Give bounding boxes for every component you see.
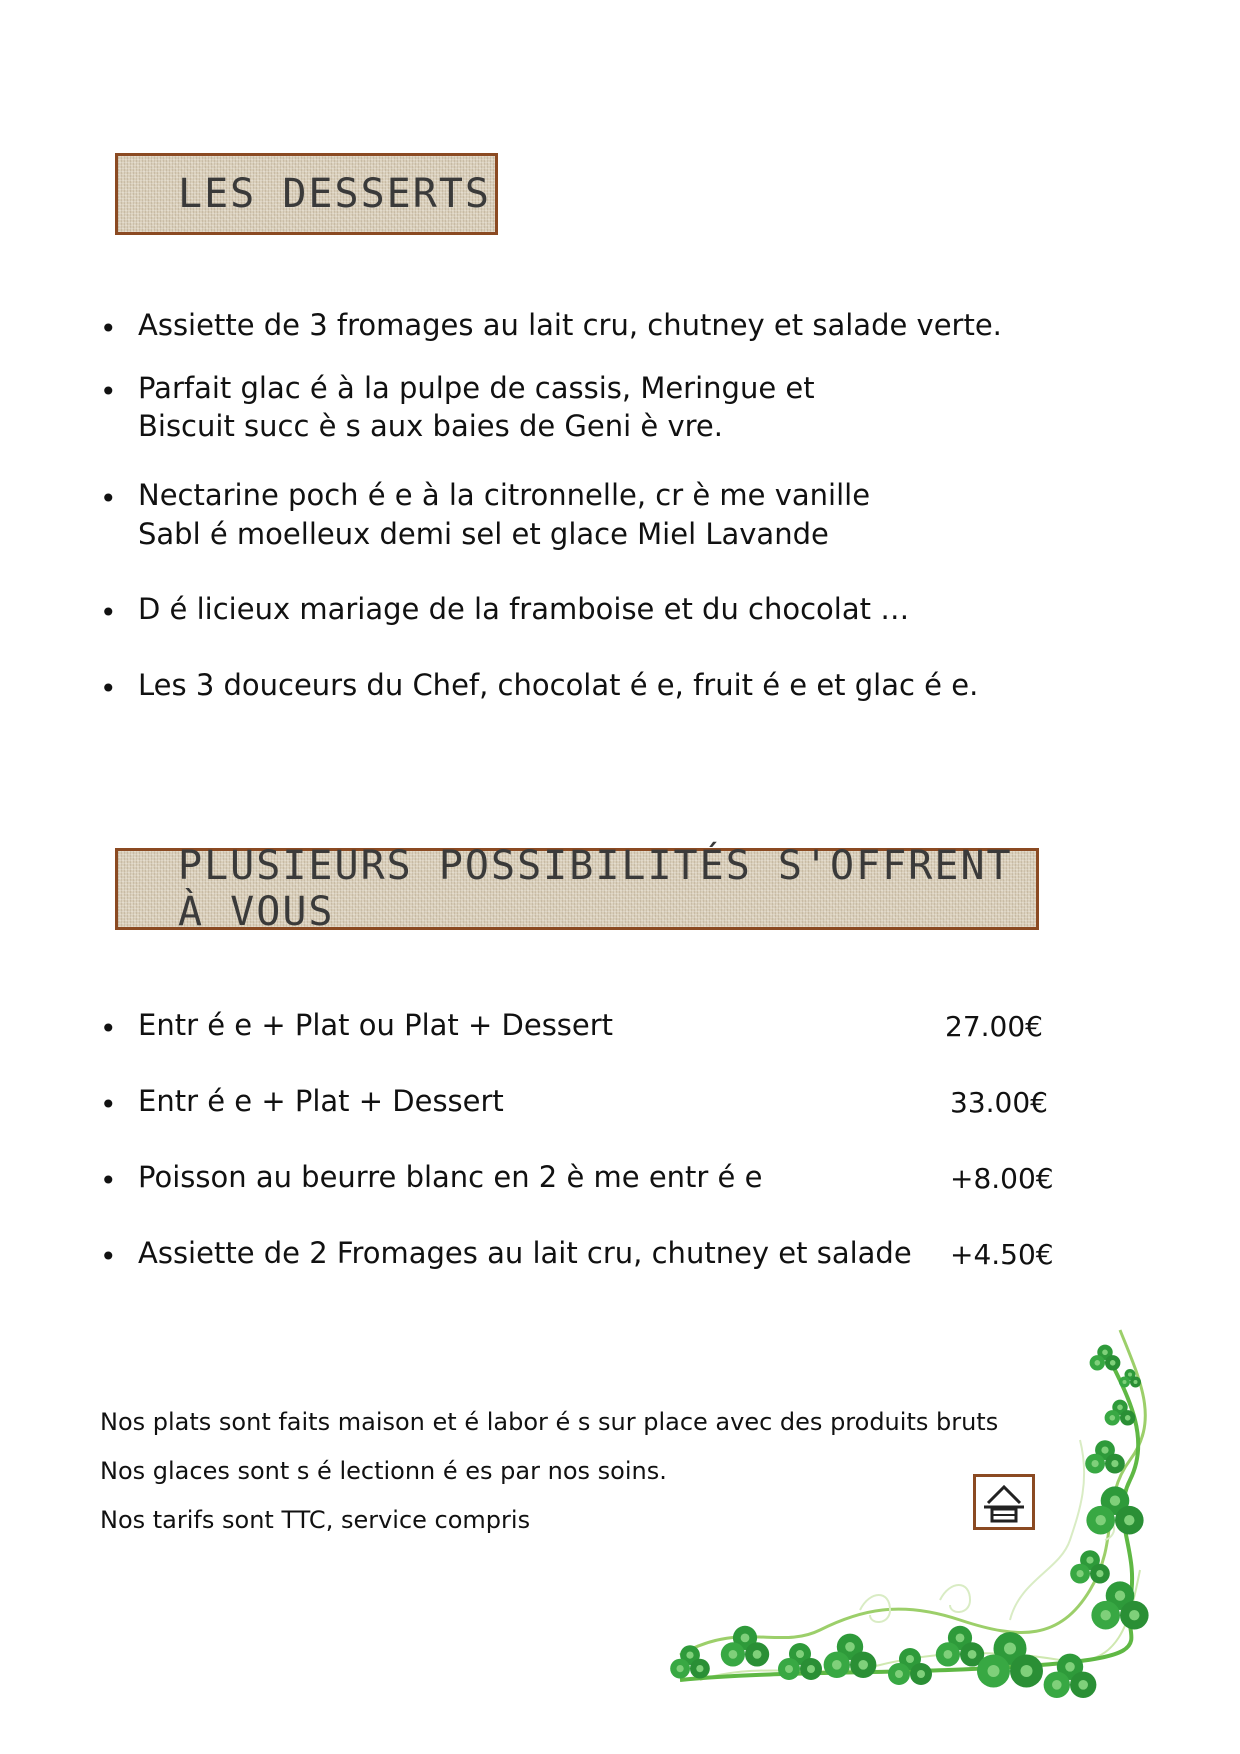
note-ice-cream: Nos glaces sont s é lectionn é es par nos soins. [100, 1457, 667, 1485]
dessert-item-4: D é licieux mariage de la framboise et du chocolat … [138, 592, 910, 626]
formulas-title-text: PLUSIEURS POSSIBILITÉS S'OFFRENT À VOUS [178, 843, 1013, 935]
dessert-item-5: Les 3 douceurs du Chef, chocolat é e, fruit é e et glac é e. [138, 668, 979, 702]
formula-label-2: Entr é e + Plat + Dessert [138, 1084, 504, 1118]
bullet: • [100, 482, 117, 515]
bullet: • [100, 1012, 117, 1045]
formula-label-3: Poisson au beurre blanc en 2 è me entr é e [138, 1160, 763, 1194]
dessert-item-2-line-2: Biscuit succ è s aux baies de Geni è vre. [138, 409, 723, 443]
dessert-item-1: Assiette de 3 fromages au lait cru, chutney et salade verte. [138, 308, 1002, 342]
formula-price-3: +8.00€ [950, 1162, 1054, 1195]
desserts-title-text: LES DESSERTS [178, 171, 491, 217]
formula-label-1: Entr é e + Plat ou Plat + Dessert [138, 1008, 614, 1042]
note-prices: Nos tarifs sont TTC, service compris [100, 1506, 531, 1534]
desserts-section-title [115, 153, 498, 235]
bullet: • [100, 596, 117, 629]
bullet: • [100, 1240, 117, 1273]
bullet: • [100, 1164, 117, 1197]
dessert-item-2-line-1: Parfait glac é à la pulpe de cassis, Meringue et [138, 371, 815, 405]
bullet: • [100, 1088, 117, 1121]
bullet: • [100, 375, 117, 408]
dessert-item-3-line-2: Sabl é moelleux demi sel et glace Miel Lavande [138, 517, 829, 551]
shamrock-vine-icon [660, 1320, 1180, 1740]
fait-maison-house-icon [973, 1474, 1035, 1530]
formula-label-4: Assiette de 2 Fromages au lait cru, chutney et salade [138, 1236, 912, 1270]
formula-price-1: 27.00€ [945, 1010, 1043, 1043]
note-homemade: Nos plats sont faits maison et é labor é s sur place avec des produits bruts [100, 1408, 999, 1436]
bullet: • [100, 312, 117, 345]
formula-price-2: 33.00€ [950, 1086, 1048, 1119]
formulas-section-title [115, 843, 1039, 935]
dessert-item-3-line-1: Nectarine poch é e à la citronnelle, cr è me vanille [138, 478, 871, 512]
bullet: • [100, 672, 117, 705]
formula-price-4: +4.50€ [950, 1238, 1054, 1271]
